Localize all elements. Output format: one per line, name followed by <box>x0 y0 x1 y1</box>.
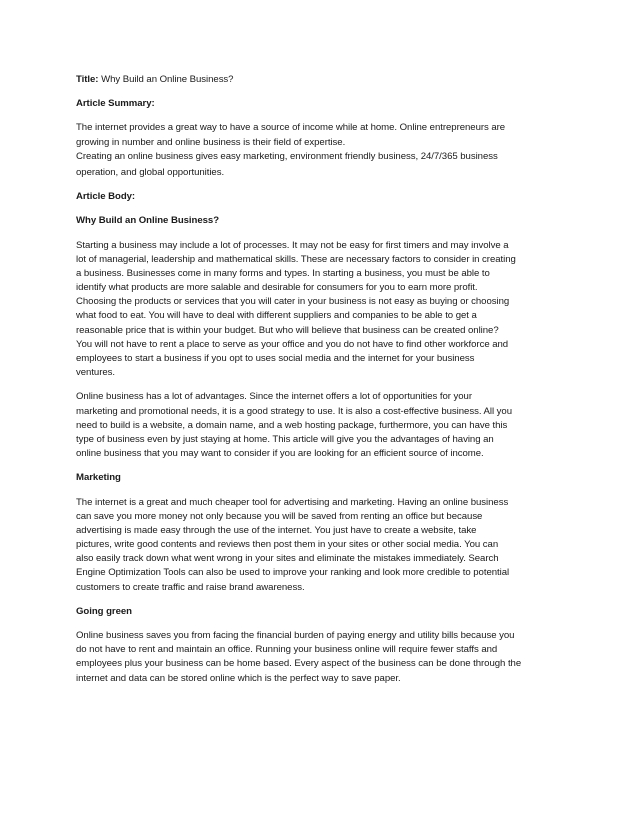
paragraph-line: Online business has a lot of advantages. Since the internet offers a lot of opportunities for your <box>76 391 472 403</box>
paragraph-line: internet and data can be stored online which is the perfect way to save paper. <box>76 672 401 684</box>
paragraph-line: do not have to rent and maintain an office. Running your business online will require fewer staffs and <box>76 644 498 656</box>
paragraph-line: type of business even by just staying at home. This article will give you the advantages of having an <box>76 433 494 445</box>
marketing-heading: Marketing <box>76 472 121 484</box>
body-heading: Article Body: <box>76 191 136 203</box>
article-content <box>76 73 564 686</box>
going-green-paragraph <box>76 629 564 686</box>
paragraph-line: reasonable price that is within your budget. But who will believe that business can be created online? <box>76 324 499 336</box>
paragraph-line: The internet is a great and much cheaper tool for advertising and marketing. Having an online business <box>76 496 509 508</box>
intro-paragraph <box>76 239 564 381</box>
paragraph-line: employees plus your business can be home based. Every aspect of the business can be done through the <box>76 658 522 670</box>
paragraph-line: a business. Businesses come in many forms and types. In starting a business, you must be able to <box>76 267 490 279</box>
summary-line: operation, and global opportunities. <box>76 166 225 178</box>
paragraph-line: You will not have to rent a place to serve as your office and you do not have to find other workforce and <box>76 338 509 350</box>
paragraph-line: Engine Optimization Tools can also be used to improve your ranking and look more credible to potential <box>76 567 510 579</box>
paragraph-line: customers to create traffic and raise brand awareness. <box>76 581 305 593</box>
paragraph-line: identify what products are more salable and desirable for consumers for you to earn more profit. <box>76 282 478 294</box>
advantages-paragraph <box>76 390 564 461</box>
summary-line: Creating an online business gives easy marketing, environment friendly business, 24/7/365 business <box>76 150 498 162</box>
paragraph-line: Choosing the products or services that you will cater in your business is not easy as buying or choosing <box>76 296 510 308</box>
why-heading: Why Build an Online Business? <box>76 215 220 227</box>
title-label: Title: <box>76 74 99 85</box>
paragraph-line: need to build is a website, a domain name, and a web hosting package, furthermore, you can have this <box>76 419 508 431</box>
paragraph-line: employees to start a business if you opt to uses social media and the internet for your business <box>76 353 475 364</box>
paragraph-line: pictures, write good contents and reviews then post them in your sites or other social media. You can <box>76 539 499 551</box>
paragraph-line: Starting a business may include a lot of processes. It may not be easy for first timers and may involve a <box>76 239 509 251</box>
marketing-paragraph <box>76 496 564 595</box>
summary-line: growing in number and online business is their field of expertise. <box>76 136 346 148</box>
paragraph-line: what food to eat. You will have to deal with different suppliers and companies to be able to get a <box>76 310 477 322</box>
paragraph-line: ventures. <box>76 367 116 379</box>
paragraph-line: Online business saves you from facing the financial burden of paying energy and utility bills because you <box>76 630 515 641</box>
paragraph-line: also easily track down what went wrong in your sites and eliminate the mistakes immediately. Search <box>76 553 499 565</box>
article-title <box>76 73 564 87</box>
summary-line: The internet provides a great way to have a source of income while at home. Online entrepreneurs are <box>76 122 506 134</box>
paragraph-line: advertising is made easy through the use of the internet. You just have to create a website, take <box>76 524 477 536</box>
paragraph-line: online business that you may want to consider if you are looking for an efficient source of income. <box>76 448 484 460</box>
title-text: Why Build an Online Business? <box>98 74 234 85</box>
summary-heading: Article Summary: <box>76 98 155 110</box>
going-green-heading: Going green <box>76 605 132 617</box>
paragraph-line: can save you more money not only because you will be saved from renting an office but because <box>76 510 483 522</box>
paragraph-line: lot of managerial, leadership and mathematical skills. These are necessary factors to consider in creating <box>76 253 516 265</box>
summary-paragraph <box>76 121 564 180</box>
paragraph-line: marketing and promotional needs, it is a good strategy to use. It is also a cost-effective business. All you <box>76 405 512 417</box>
